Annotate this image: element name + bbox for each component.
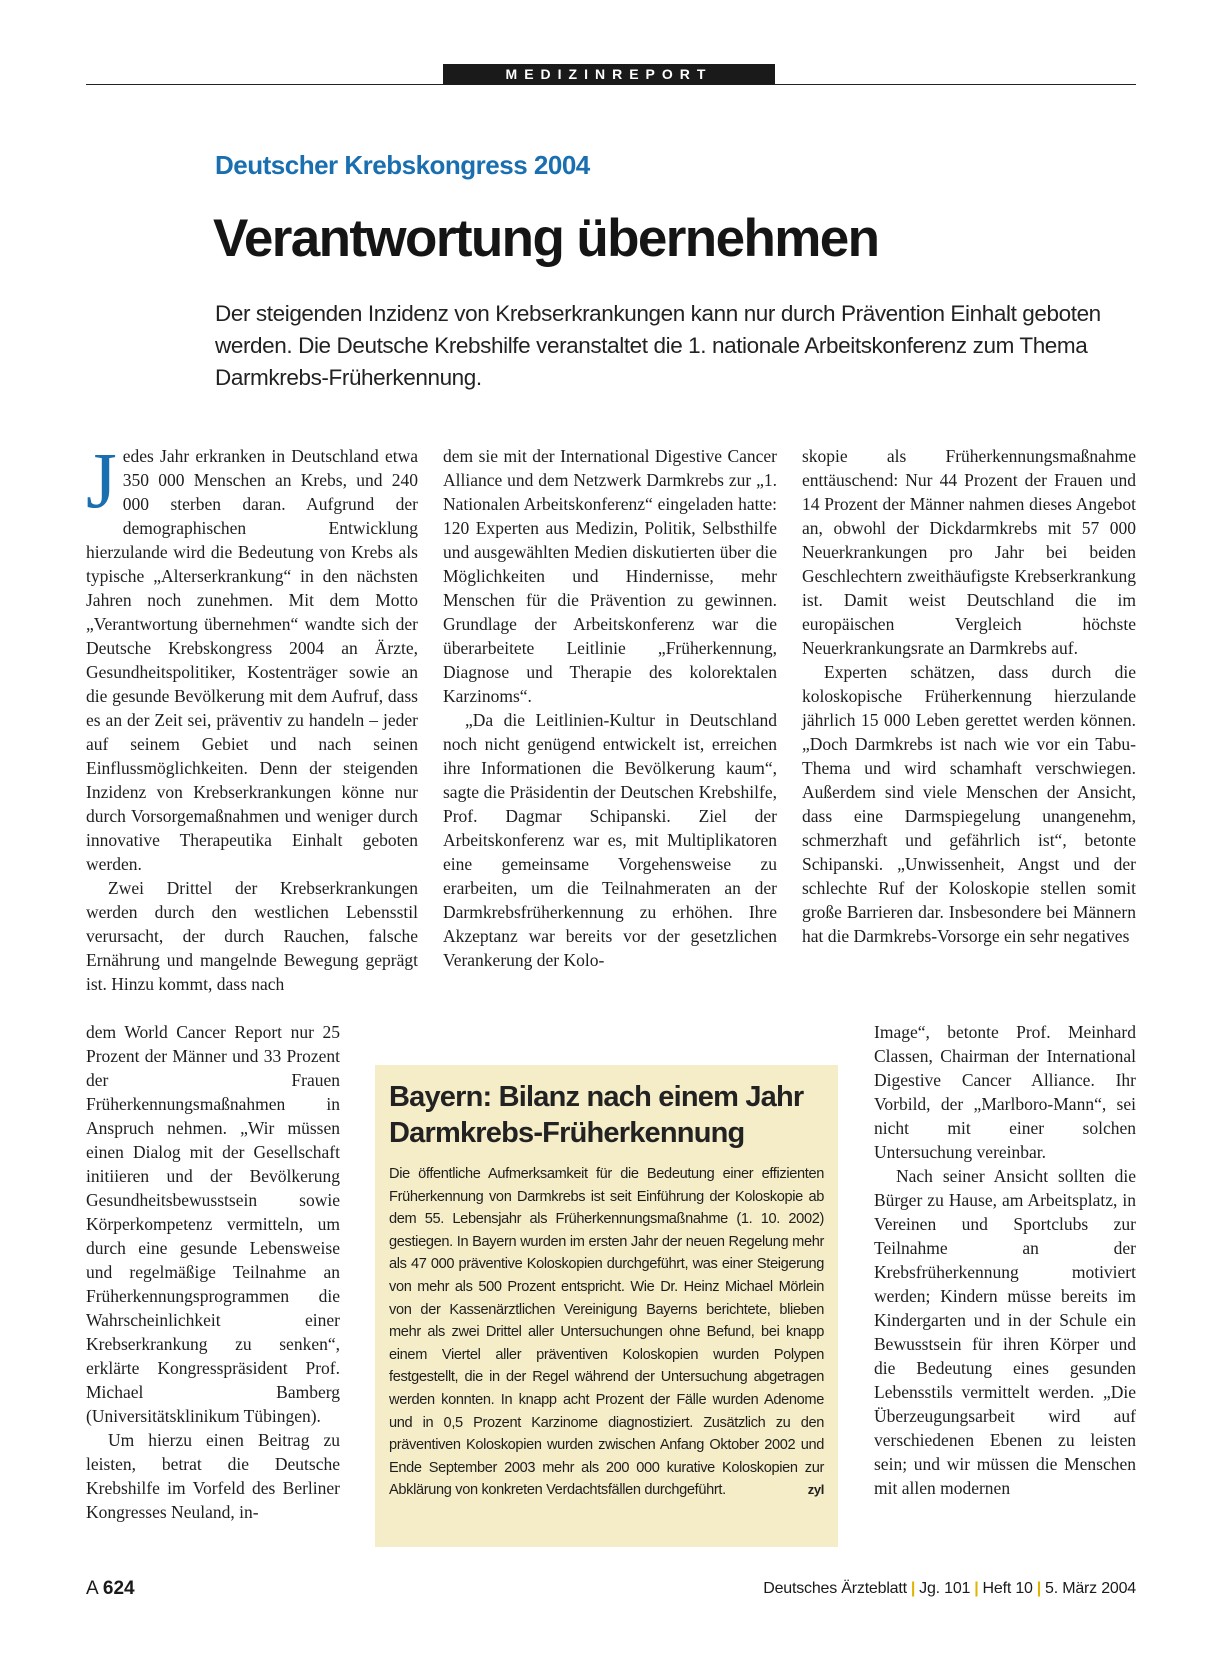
page-number-value: 624 bbox=[102, 1578, 135, 1599]
article-lead: Der steigenden Inzidenz von Krebserkrankungen kann nur durch Prävention Einhalt geboten werden. Die Deutsche Krebshilfe veranstaltet die 1. nationale Arbeitskonferenz zum Thema Darmkrebs-Früherkennung. bbox=[215, 301, 1101, 390]
article-column-1 bbox=[86, 438, 418, 996]
article-headline: Verantwortung übernehmen bbox=[213, 209, 879, 268]
paragraph: Um hierzu einen Beitrag zu leisten, betrat die Deutsche Krebshilfe im Vorfeld des Berliner Kongresses Neuland, in- bbox=[86, 1430, 340, 1522]
box-title bbox=[389, 1079, 824, 1151]
article-column-2 bbox=[443, 444, 777, 972]
paragraph bbox=[86, 438, 418, 876]
article-column-1-continued bbox=[86, 1020, 340, 1524]
sidebar-box bbox=[375, 1065, 838, 1547]
paragraph: Experten schätzen, dass durch die koloskopische Früherkennung hierzulande jährlich 15 000 Leben gerettet werden können. „Doch Darmkrebs ist nach wie vor ein Tabu-Thema und wird schamhaft verschwiegen. Außerdem sind viele Menschen der Ansicht, dass eine Darmspiegelung unangenehm, schmerzhaft und gefährlich ist“, betonte Schipanski. „Unwissenheit, Angst und der schlechte Ruf der Koloskopie stellen somit große Barrieren dar. Insbesondere bei Männern hat die Darmkrebs-Vorsorge ein sehr negatives bbox=[802, 662, 1136, 946]
paragraph: dem World Cancer Report nur 25 Prozent der Männer und 33 Prozent der Frauen Früherkennungsmaßnahmen in Anspruch nehmen. „Wir müssen einen Dialog mit der Gesellschaft initiieren und der Bevölkerung Gesundheitsbewusstsein sowie Körperkompetenz vermitteln, um durch eine gesunde Lebensweise und regelmäßige Teilnahme an Früherkennungsprogrammen die Wahrscheinlichkeit einer Krebserkrankung zu senken“, erklärte Kongresspräsident Prof. Michael Bamberg (Universitätsklinikum Tübingen). bbox=[86, 1022, 340, 1426]
journal-volume: Jg. 101 bbox=[919, 1580, 971, 1597]
box-text bbox=[389, 1163, 824, 1502]
paragraph: skopie als Früherkennungsmaßnahme enttäuschend: Nur 44 Prozent der Frauen und 14 Prozent der Männer nahmen dieses Angebot an, obwohl der Dickdarmkrebs mit 57 000 Neuerkrankungen pro Jahr bei beiden Geschlechtern zweithäufigste Krebserkrankung ist. Damit weist Deutschland die im europäischen Vergleich höchste Neuerkrankungsrate an Darmkrebs auf. bbox=[802, 446, 1136, 658]
article-column-3 bbox=[802, 444, 1136, 948]
paragraph: Image“, betonte Prof. Meinhard Classen, Chairman der International Digestive Cancer Alliance. Ihr Vorbild, der „Marlboro-Mann“, sei nicht mit einer solchen Untersuchung vereinbar. bbox=[874, 1022, 1136, 1162]
separator: | bbox=[974, 1580, 979, 1597]
page-number bbox=[86, 1578, 135, 1600]
paragraph: Zwei Drittel der Krebserkrankungen werden durch den westlichen Lebensstil verursacht, der durch Rauchen, falsche Ernährung und mangelnde Bewegung geprägt ist. Hinzu kommt, dass nach bbox=[86, 878, 418, 994]
journal-footer bbox=[763, 1580, 1136, 1598]
paragraph: dem sie mit der International Digestive Cancer Alliance und dem Netzwerk Darmkrebs zur „1. Nationalen Arbeitskonferenz“ eingeladen hatte: 120 Experten aus Medizin, Politik, Selbsthilfe und ausgewählten Medien diskutierten über die Möglichkeiten und Hindernisse, mehr Menschen für die Prävention zu gewinnen. Grundlage der Arbeitskonferenz war die überarbeitete Leitlinie „Früherkennung, Diagnose und Therapie des kolorektalen Karzinoms“. bbox=[443, 446, 777, 706]
page-prefix: A bbox=[86, 1578, 98, 1599]
journal-name: Deutsches Ärzteblatt bbox=[763, 1580, 907, 1597]
article-kicker: Deutscher Krebskongress 2004 bbox=[215, 150, 590, 180]
journal-issue: Heft 10 bbox=[982, 1580, 1033, 1597]
box-title-line: Darmkrebs-Früherkennung bbox=[389, 1117, 745, 1149]
journal-date: 5. März 2004 bbox=[1045, 1580, 1136, 1597]
separator: | bbox=[910, 1580, 916, 1597]
drop-cap: J bbox=[86, 438, 117, 525]
paragraph: Nach seiner Ansicht sollten die Bürger zu Hause, am Arbeitsplatz, in Vereinen und Sportclubs zur Teilnahme an der Krebsfrüherkennung motiviert werden; Kindern müsse bereits im Kindergarten und in der Schule ein Bewusstsein für ihren Körper und die Bedeutung eines gesunden Lebensstils vermittelt werden. „Die Überzeugungsarbeit wird auf verschiedenen Ebenen zu leisten sein; und wir müssen die Menschen mit allen modernen bbox=[874, 1166, 1136, 1498]
paragraph: „Da die Leitlinien-Kultur in Deutschland noch nicht genügend entwickelt ist, erreichen ihre Informationen die Bevölkerung kaum“, sagte die Präsidentin der Deutschen Krebshilfe, Prof. Dagmar Schipanski. Ziel der Arbeitskonferenz war es, mit Multiplikatoren eine gemeinsame Vorgehensweise zu erarbeiten, um die Teilnahmeraten an der Darmkrebsfrüherkennung zu erhöhen. Ihre Akzeptanz war bereits vor der gesetzlichen Verankerung der Kolo- bbox=[443, 710, 777, 970]
box-title-line: Bayern: Bilanz nach einem Jahr bbox=[389, 1081, 804, 1113]
box-body: Die öffentliche Aufmerksamkeit für die Bedeutung einer effizienten Früherkennung von Darmkrebs ist seit Einführung der Koloskopie ab dem 55. Lebensjahr als Früherkennungsmaßnahme (1. 10. 2002) gestiegen. In Bayern wurden im ersten Jahr der neuen Regelung mehr als 47 000 präventive Koloskopien durchgeführt, was einer Steigerung von mehr als 500 Prozent entspricht. Wie Dr. Heinz Michael Mörlein von der Kassenärztlichen Vereinigung Bayerns berichtete, blieben mehr als zwei Drittel aller Untersuchungen ohne Befund, bei knapp einem Viertel aller präventiven Koloskopien wurden Polypen festgestellt, die in der Regel während der Untersuchung abgetragen werden konnten. In knapp acht Prozent der Fälle wurden Adenome und in 0,5 Prozent Karzinome diagnostiziert. Zusätzlich zu den präventiven Koloskopien wurden zwischen Anfang Oktober 2002 und Ende September 2003 mehr als 200 000 kurative Koloskopien zur Abklärung von konkreten Verdachtsfällen durchgeführt. bbox=[389, 1166, 824, 1499]
section-rubric: MEDIZINREPORT bbox=[443, 64, 775, 85]
article-column-3-continued bbox=[874, 1020, 1136, 1500]
separator: | bbox=[1036, 1580, 1042, 1597]
author-signature: zyl bbox=[807, 1482, 824, 1498]
paragraph-text: edes Jahr erkranken in Deutschland etwa 350 000 Menschen an Krebs, und 240 000 sterben daran. Aufgrund der demographischen Entwicklung hierzulande wird die Bedeutung von Krebs als typische „Alterserkrankung“ in den nächsten Jahren noch zunehmen. Mit dem Motto „Verantwortung übernehmen“ wandte sich der Deutsche Krebskongress 2004 an Ärzte, Gesundheitspolitiker, Kostenträger sowie an die gesunde Bevölkerung mit dem Aufruf, dass es an der Zeit sei, präventiv zu handeln – jeder auf seinem Gebiet und nach seinen Einflussmöglichkeiten. Denn der steigenden Inzidenz von Krebserkrankungen könne nur durch Vorsorgemaßnahmen und weniger durch innovative Therapeutika Einhalt geboten werden. bbox=[86, 446, 418, 874]
